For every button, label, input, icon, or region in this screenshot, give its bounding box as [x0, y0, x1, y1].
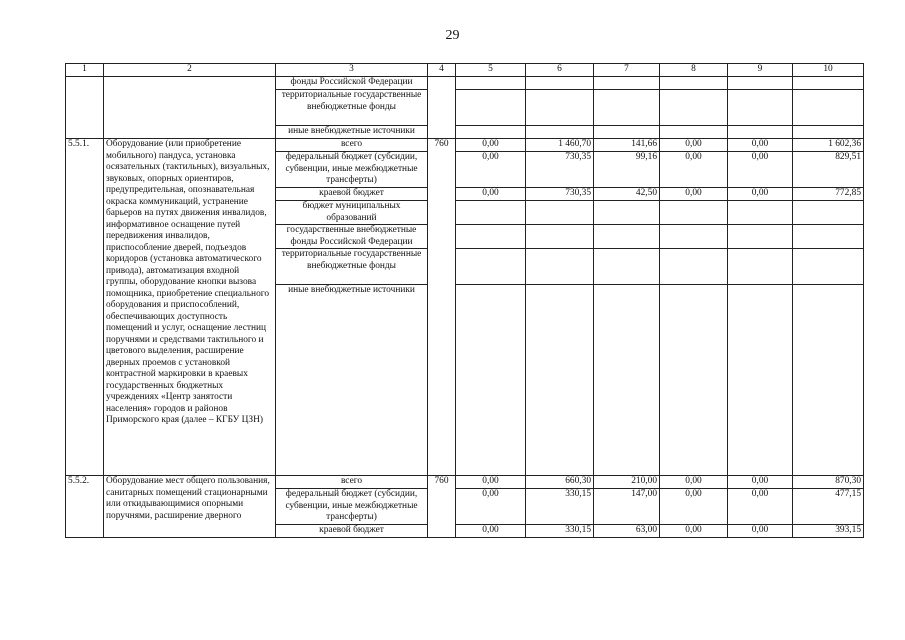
funding-source: всего	[276, 139, 428, 152]
value-cell: 0,00	[660, 139, 728, 152]
value-cell: 0,00	[660, 152, 728, 188]
column-number: 7	[594, 64, 660, 77]
value-cell: 829,51	[793, 152, 864, 188]
value-cell: 0,00	[728, 476, 793, 489]
value-cell: 63,00	[594, 525, 660, 538]
value-cell: 0,00	[728, 525, 793, 538]
funding-source: иные внебюджетные источники	[276, 285, 428, 476]
column-number: 2	[104, 64, 276, 77]
value-cell: 147,00	[594, 489, 660, 525]
value-cell: 477,15	[793, 489, 864, 525]
section-id: 5.5.2.	[66, 476, 104, 538]
value-cell: 0,00	[456, 525, 526, 538]
budget-table	[65, 63, 864, 538]
value-cell: 0,00	[660, 188, 728, 201]
table-row	[66, 476, 864, 489]
column-number: 10	[793, 64, 864, 77]
column-number: 6	[526, 64, 594, 77]
value-cell: 0,00	[456, 188, 526, 201]
value-cell: 0,00	[456, 139, 526, 152]
funding-source: территориальные государственные внебюджетные фонды	[276, 249, 428, 285]
value-cell: 0,00	[728, 188, 793, 201]
value-cell: 870,30	[793, 476, 864, 489]
value-cell: 210,00	[594, 476, 660, 489]
funding-source: территориальные государственные внебюджетные фонды	[276, 90, 428, 126]
value-cell: 730,35	[526, 152, 594, 188]
value-cell: 0,00	[728, 489, 793, 525]
column-number: 5	[456, 64, 526, 77]
section-description: Оборудование мест общего пользования, санитарных помещений стационарными или откидывающимися опорными поручнями, расширение дверного	[104, 476, 276, 538]
page-number: 29	[445, 28, 460, 43]
funding-source: краевой бюджет	[276, 188, 428, 201]
column-number: 4	[428, 64, 456, 77]
value-cell: 0,00	[456, 152, 526, 188]
section-code: 760	[428, 476, 456, 538]
funding-source: фонды Российской Федерации	[276, 77, 428, 90]
value-cell: 1 460,70	[526, 139, 594, 152]
funding-source: федеральный бюджет (субсидии, субвенции, иные межбюджетные трансферты)	[276, 489, 428, 525]
value-cell: 0,00	[660, 525, 728, 538]
value-cell: 0,00	[660, 476, 728, 489]
funding-source: бюджет муниципальных образований	[276, 201, 428, 225]
value-cell: 330,15	[526, 525, 594, 538]
funding-source: государственные внебюджетные фонды Российской Федерации	[276, 225, 428, 249]
funding-source: всего	[276, 476, 428, 489]
section-code: 760	[428, 139, 456, 476]
value-cell: 0,00	[456, 476, 526, 489]
column-number: 1	[66, 64, 104, 77]
value-cell: 42,50	[594, 188, 660, 201]
value-cell: 330,15	[526, 489, 594, 525]
column-number: 3	[276, 64, 428, 77]
value-cell: 730,35	[526, 188, 594, 201]
continuation-description-cell	[104, 77, 276, 139]
value-cell: 99,16	[594, 152, 660, 188]
section-id: 5.5.1.	[66, 139, 104, 476]
value-cell: 141,66	[594, 139, 660, 152]
value-cell: 393,15	[793, 525, 864, 538]
value-cell: 0,00	[660, 489, 728, 525]
table-row	[66, 139, 864, 152]
continuation-id-cell	[66, 77, 104, 139]
column-number-row	[66, 64, 864, 77]
continuation-code-cell	[428, 77, 456, 139]
table-row	[66, 77, 864, 90]
section-description: Оборудование (или приобретение мобильного) пандуса, установка осязательных (тактильных), визуальных, звуковых, опорных ориентиров, предупредительная, опознавательная окраска коммуникаций, устранение барьеров на путях движения инвалидов, информативное оснащение путей передвижения инвалидов, приспособление дверей, подъездов коридоров (установка автоматического привода), автоматизация входной группы, оборудование кнопки вызова помощника, приобретение специального оборудования и приспособлений, обеспечивающих доступность помещений и услуг, оснащение лестниц поручнями и средствами тактильного и цветового выделения, расширение дверных проемов с установкой контрастной маркировки в краевых государственных бюджетных учреждениях «Центр занятости населения» городов и районов Приморского края (далее – КГБУ ЦЗН)	[104, 139, 276, 476]
value-cell: 0,00	[456, 489, 526, 525]
column-number: 9	[728, 64, 793, 77]
value-cell: 772,85	[793, 188, 864, 201]
value-cell: 0,00	[728, 139, 793, 152]
funding-source: федеральный бюджет (субсидии, субвенции, иные межбюджетные трансферты)	[276, 152, 428, 188]
value-cell: 660,30	[526, 476, 594, 489]
column-number: 8	[660, 64, 728, 77]
value-cell: 0,00	[728, 152, 793, 188]
value-cell: 1 602,36	[793, 139, 864, 152]
funding-source: иные внебюджетные источники	[276, 126, 428, 139]
funding-source: краевой бюджет	[276, 525, 428, 538]
